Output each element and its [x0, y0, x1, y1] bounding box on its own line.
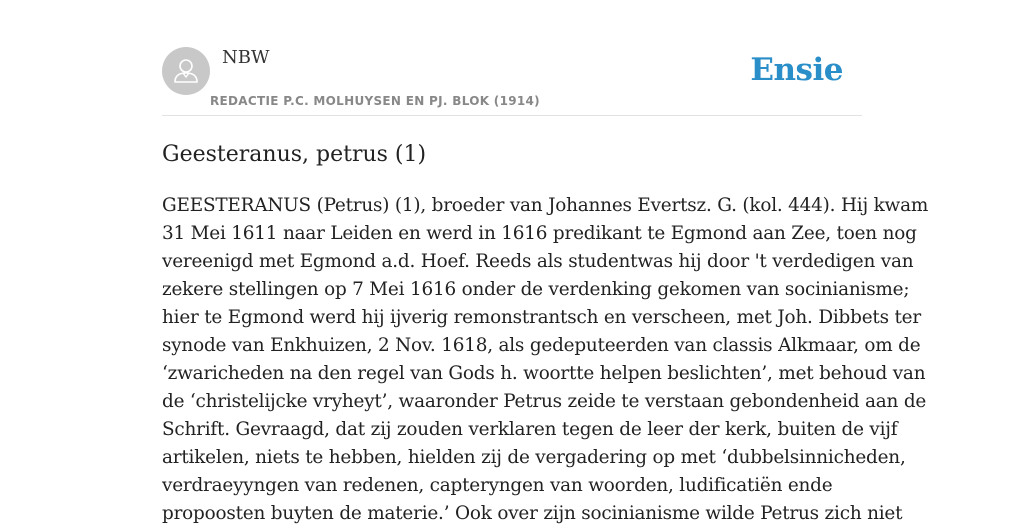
article-line: verdraeyyngen van redenen, capteryngen van woorden, ludificatiën ende — [162, 475, 833, 496]
article-line: Schrift. Gevraagd, dat zij zouden verklaren tegen de leer der kerk, buiten de vijf — [162, 419, 898, 440]
article-line: artikelen, niets te hebben, hielden zij de vergadering op met ‘dubbelsinnicheden, — [162, 447, 906, 468]
source-subtitle: REDACTIE P.C. MOLHUYSEN EN PJ. BLOK (1914) — [210, 94, 540, 108]
article-line: synode van Enkhuizen, 2 Nov. 1618, als gedeputeerden van classis Alkmaar, om de — [162, 335, 921, 356]
article-line: 31 Mei 1611 naar Leiden en werd in 1616 predikant te Egmond aan Zee, toen nog — [162, 223, 917, 244]
article-line: hier te Egmond werd hij ijverig remonstrantsch en verscheen, met Joh. Dibbets ter — [162, 307, 921, 328]
article-body — [162, 192, 929, 528]
page-title: Geesteranus, petrus (1) — [162, 142, 427, 167]
article-line: vereenigd met Egmond a.d. Hoef. Reeds als studentwas hij door 't verdedigen van — [162, 251, 914, 272]
source-avatar[interactable] — [162, 47, 210, 95]
article-line: ‘zwaricheden na den regel van Gods h. woortte helpen beslichten’, met behoud van — [162, 363, 926, 384]
article-line: de ‘christelijcke vryheyt’, waaronder Petrus zeide te verstaan gebondenheid aan de — [162, 391, 927, 412]
header-divider — [162, 115, 862, 116]
ensie-logo[interactable]: Ensie — [750, 52, 843, 88]
article-line: GEESTERANUS (Petrus) (1), broeder van Johannes Evertsz. G. (kol. 444). Hij kwam — [162, 195, 929, 216]
article-line: zekere stellingen op 7 Mei 1616 onder de verdenking gekomen van socinianisme; — [162, 279, 910, 300]
article-line: propoosten buyten de materie.’ Ook over zijn socinianisme wilde Petrus zich niet — [162, 503, 903, 524]
user-icon — [162, 47, 210, 95]
source-name[interactable]: NBW — [222, 47, 270, 68]
